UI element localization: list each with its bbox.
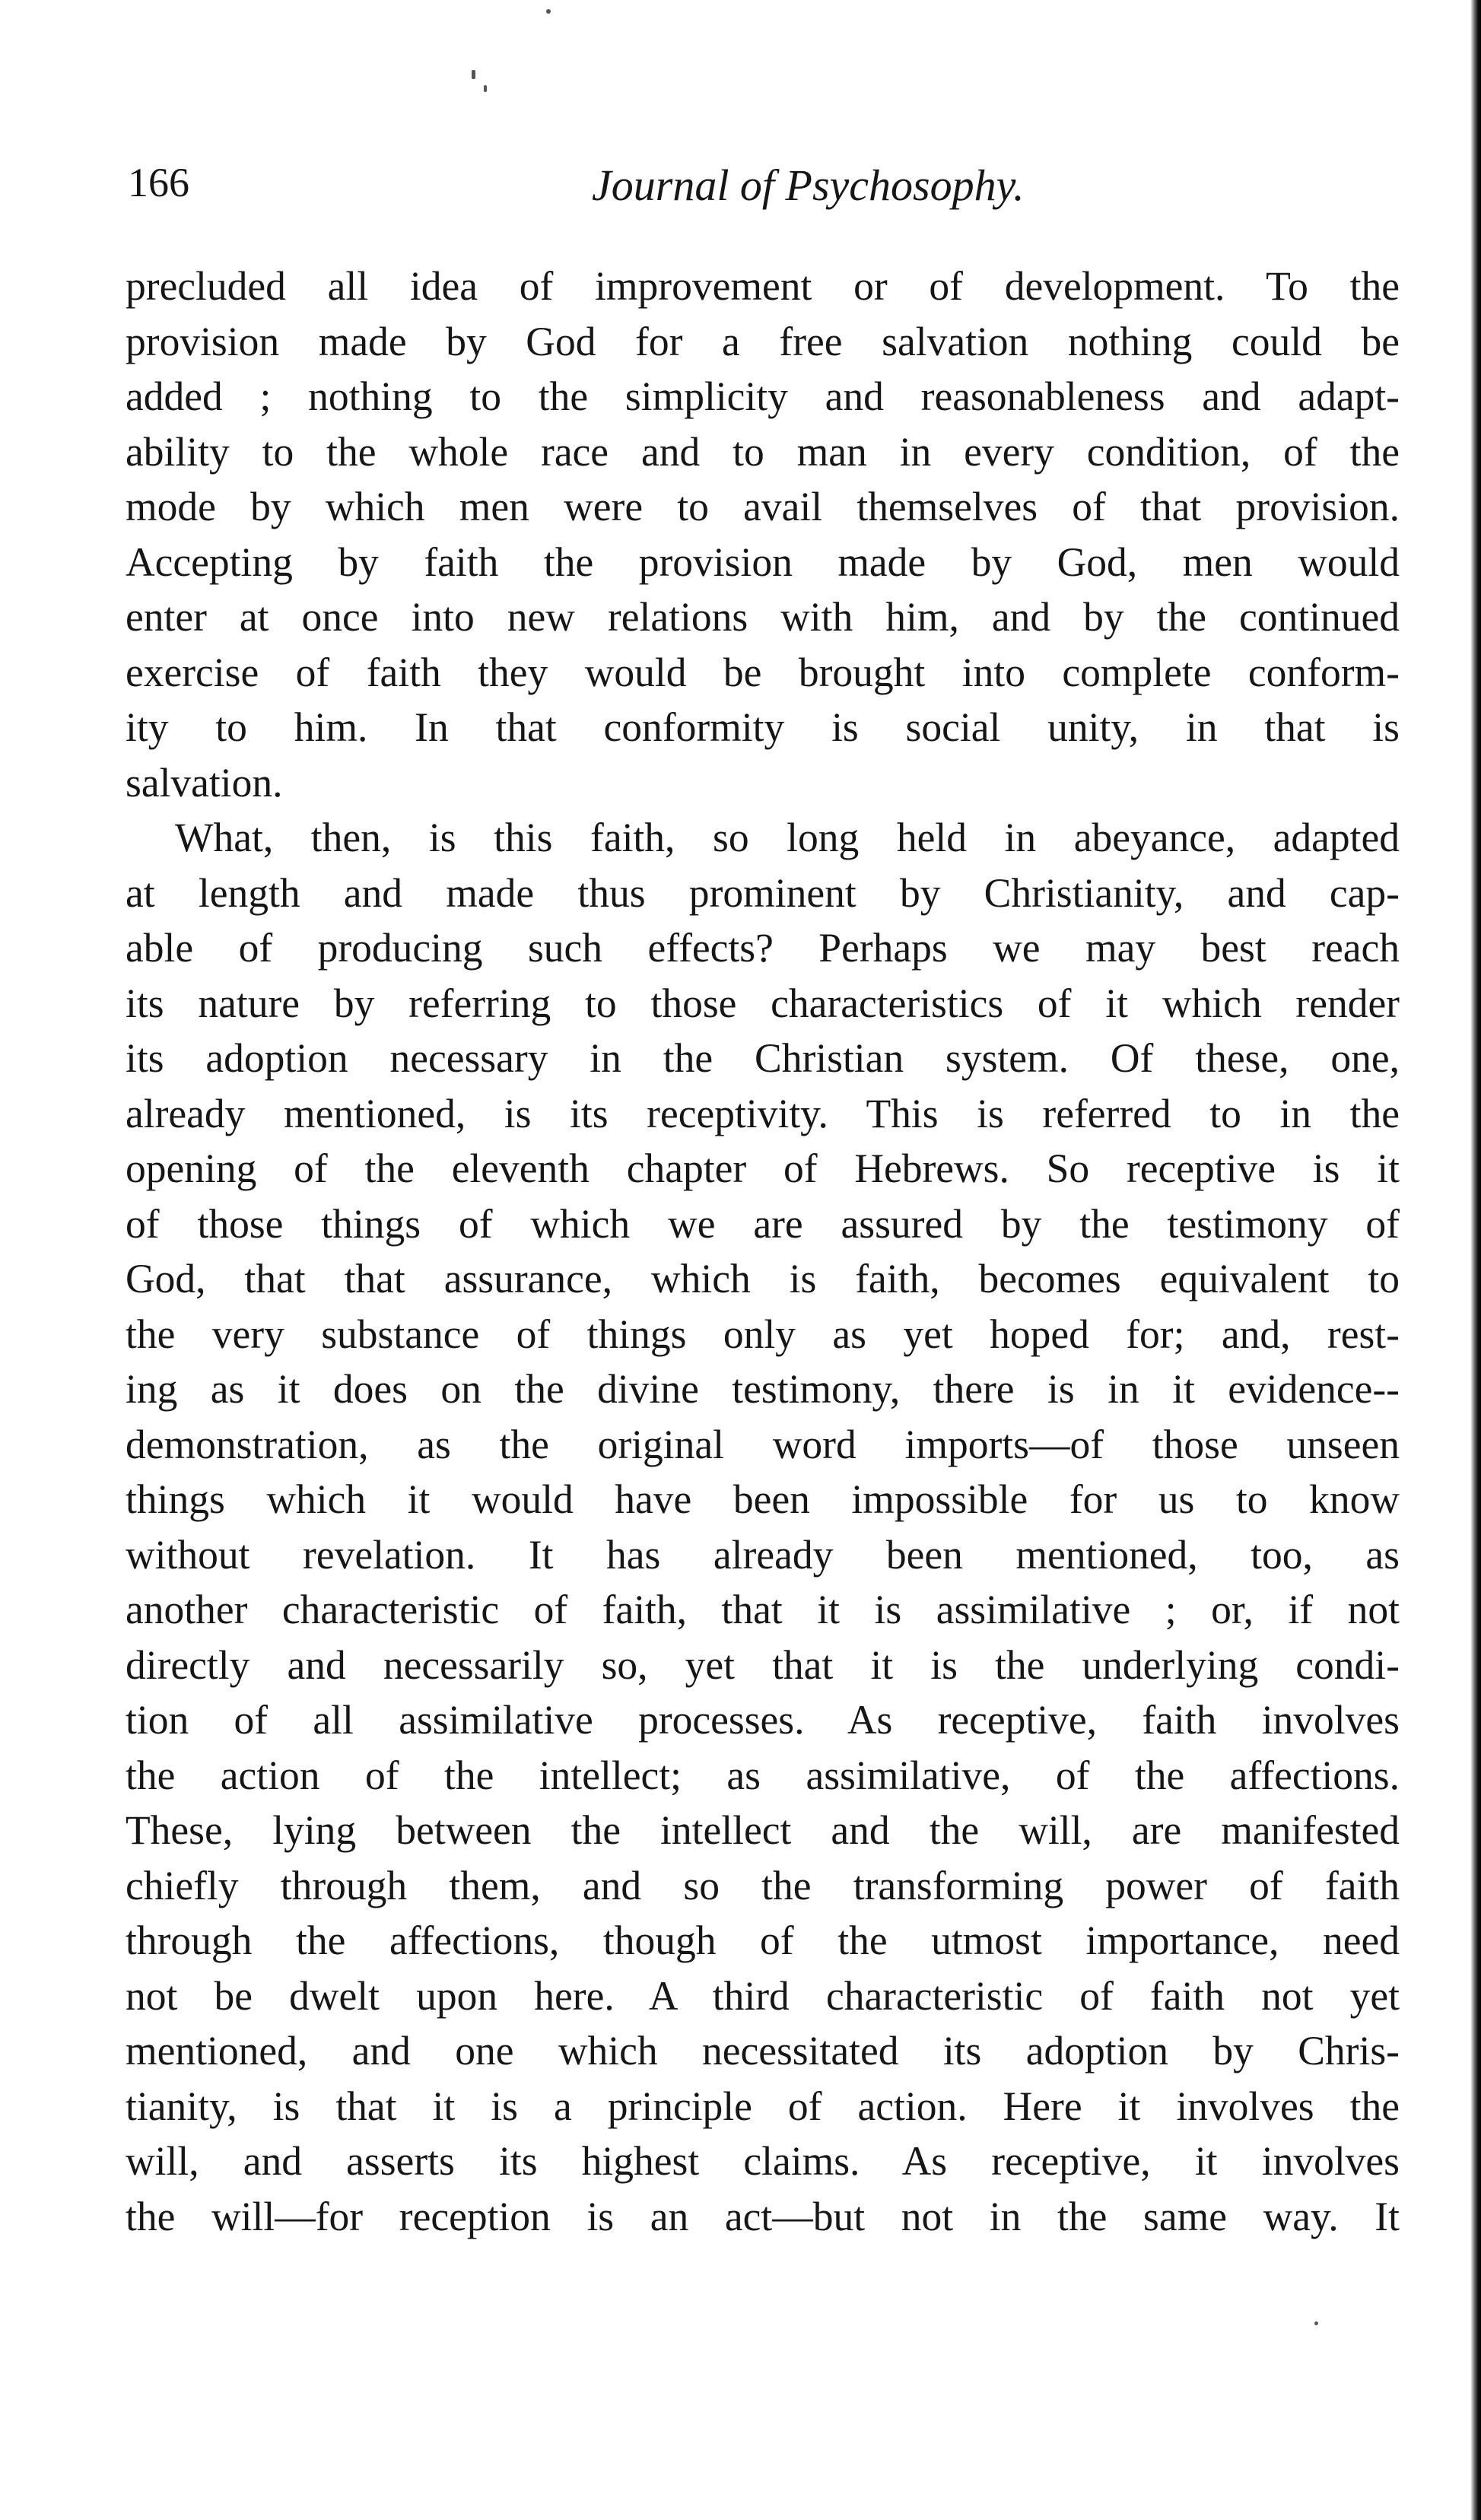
page-number: 166: [128, 160, 189, 205]
text-line: will, and asserts its highest claims. As receptive, it involves: [126, 2138, 1400, 2184]
paragraph-1: [126, 259, 1400, 810]
text-line: demonstration, as the original word imports—of those unseen: [126, 1421, 1400, 1467]
text-line: ity to him. In that conformity is social unity, in that is: [126, 704, 1400, 750]
text-line: tianity, is that it is a principle of action. Here it involves the: [126, 2083, 1400, 2129]
text-line: enter at once into new relations with him, and by the continued: [126, 594, 1400, 640]
text-line: chiefly through them, and so the transforming power of faith: [126, 1862, 1400, 1908]
text-line: What, then, is this faith, so long held in abeyance, adapted: [175, 815, 1400, 860]
text-line: salvation.: [126, 759, 283, 806]
text-line: able of producing such effects? Perhaps we may best reach: [126, 925, 1400, 971]
text-line: precluded all idea of improvement or of development. To the: [126, 263, 1400, 309]
text-line: not be dwelt upon here. A third characteristic of faith not yet: [126, 1972, 1400, 2019]
text-line: through the affections, though of the utmost importance, need: [126, 1918, 1400, 1963]
text-line: at length and made thus prominent by Christianity, and cap-: [126, 869, 1400, 916]
text-line: without revelation. It has already been mentioned, too, as: [126, 1531, 1400, 1578]
text-line: added ; nothing to the simplicity and reasonableness and adapt-: [126, 373, 1400, 419]
scan-speck: [484, 85, 487, 92]
page-header: [128, 160, 1398, 228]
text-line: the will—for reception is an act—but not in the same way. It: [126, 2193, 1400, 2239]
scan-speck: [546, 9, 551, 14]
text-line: mode by which men were to avail themselves of that provision.: [126, 484, 1400, 529]
text-line: directly and necessarily so, yet that it is the underlying condi-: [126, 1641, 1400, 1688]
text-line: its adoption necessary in the Christian system. Of these, one,: [126, 1035, 1400, 1081]
scan-speck: [472, 70, 475, 79]
text-line: These, lying between the intellect and the will, are manifested: [126, 1807, 1400, 1853]
text-line: its nature by referring to those characteristics of it which render: [126, 980, 1400, 1026]
body-text: [126, 259, 1400, 2244]
text-line: God, that that assurance, which is faith, becomes equivalent to: [126, 1256, 1400, 1301]
text-line: ability to the whole race and to man in every condition, of the: [126, 428, 1400, 475]
text-line: another characteristic of faith, that it is assimilative ; or, if not: [126, 1587, 1400, 1632]
text-line: already mentioned, is its receptivity. This is referred to in the: [126, 1090, 1400, 1136]
text-line: ing as it does on the divine testimony, there is in it evidence--: [126, 1366, 1400, 1412]
text-line: tion of all assimilative processes. As receptive, faith involves: [126, 1697, 1400, 1743]
scanned-page-edge: [1470, 0, 1481, 2520]
text-line: the very substance of things only as yet hoped for; and, rest-: [126, 1311, 1400, 1357]
scan-speck: [1314, 2321, 1318, 2325]
text-line: mentioned, and one which necessitated its adoption by Chris-: [126, 2028, 1400, 2074]
text-line: provision made by God for a free salvation nothing could be: [126, 318, 1400, 364]
text-line: of those things of which we are assured by the testimony of: [126, 1200, 1400, 1247]
paragraph-2: [126, 810, 1400, 2244]
text-line: exercise of faith they would be brought into complete conform-: [126, 649, 1400, 695]
text-line: Accepting by faith the provision made by God, men would: [126, 539, 1400, 585]
text-line: the action of the intellect; as assimilative, of the affections.: [126, 1752, 1400, 1798]
text-line: things which it would have been impossible for us to know: [126, 1476, 1400, 1522]
running-title: Journal of Psychosophy.: [592, 160, 1025, 210]
text-line: opening of the eleventh chapter of Hebrews. So receptive is it: [126, 1146, 1400, 1191]
